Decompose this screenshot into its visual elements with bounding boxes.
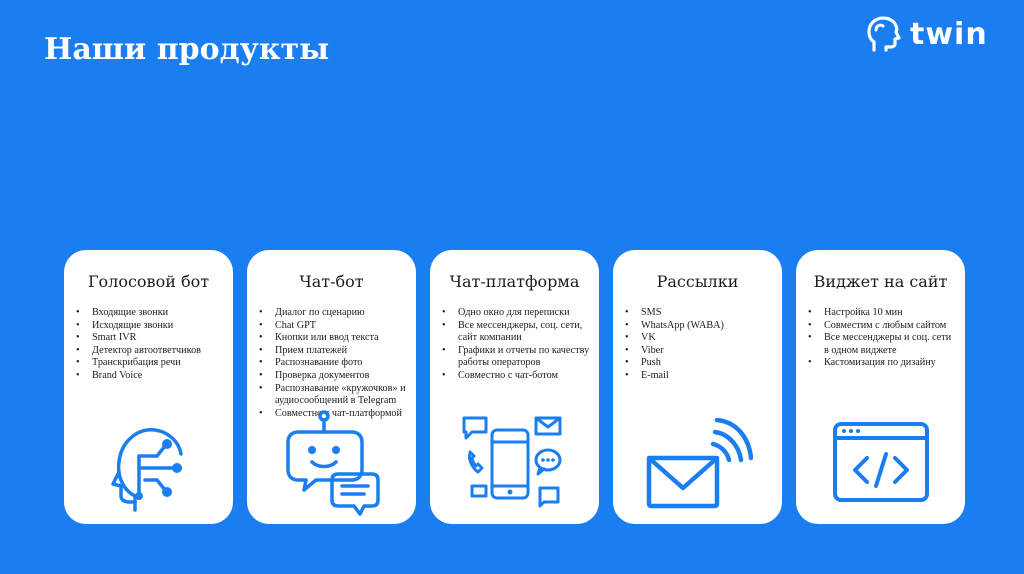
- list-item: • Все мессенджеры, соц. сети, сайт компании: [448, 320, 591, 345]
- feature-list: [247, 307, 416, 420]
- feature-list: [430, 307, 599, 383]
- list-item: • Smart IVR: [82, 332, 225, 345]
- list-item: • Совместим с любым сайтом: [814, 320, 957, 333]
- card-title: Чат-бот: [299, 272, 364, 291]
- card-title: Рассылки: [656, 272, 739, 291]
- list-item: • Транскрибация речи: [82, 357, 225, 370]
- list-item: • Детектор автоответчиков: [82, 345, 225, 358]
- card-title: Голосовой бот: [87, 272, 210, 291]
- slide-title: Наши продукты: [44, 32, 330, 67]
- list-item: • SMS: [631, 307, 774, 320]
- list-item: • Кастомизация по дизайну: [814, 357, 957, 370]
- envelope-wifi-icon: [643, 418, 753, 518]
- card-chat-platform: [430, 250, 599, 524]
- feature-list: [64, 307, 233, 383]
- list-item: • Кнопки или ввод текста: [265, 332, 408, 345]
- card-website-widget: [796, 250, 965, 524]
- twin-head-icon: [862, 14, 902, 54]
- list-item: • Прием платежей: [265, 345, 408, 358]
- list-item: • Графики и отчеты по качеству работы операторов: [448, 345, 591, 370]
- card-mailings: [613, 250, 782, 524]
- list-item: • Исходящие звонки: [82, 320, 225, 333]
- browser-code-icon: [831, 420, 931, 504]
- list-item: • Распознавание «кружочков» и аудиосообщений в Telegram: [265, 383, 408, 408]
- list-item: • Совместно с чат-ботом: [448, 370, 591, 383]
- list-item: • VK: [631, 332, 774, 345]
- list-item: • Push: [631, 357, 774, 370]
- list-item: • Настройка 10 мин: [814, 307, 957, 320]
- twin-logo: [862, 14, 988, 54]
- product-cards: [64, 250, 965, 524]
- list-item: • Brand Voice: [82, 370, 225, 383]
- card-title: Виджет на сайт: [813, 272, 948, 291]
- head-network-icon: [109, 416, 189, 516]
- logo-text: twin: [910, 16, 988, 52]
- list-item: • Распознавание фото: [265, 357, 408, 370]
- phone-messages-icon: [460, 414, 570, 518]
- feature-list: [613, 307, 782, 383]
- list-item: • Проверка документов: [265, 370, 408, 383]
- card-chat-bot: [247, 250, 416, 524]
- list-item: • Chat GPT: [265, 320, 408, 333]
- feature-list: [796, 307, 965, 370]
- list-item: • E-mail: [631, 370, 774, 383]
- list-item: • Совместно с чат-платформой: [265, 408, 408, 421]
- list-item: • Одно окно для переписки: [448, 307, 591, 320]
- list-item: • Входящие звонки: [82, 307, 225, 320]
- list-item: • Все мессенджеры и соц. сети в одном виджете: [814, 332, 957, 357]
- list-item: • Диалог по сценарию: [265, 307, 408, 320]
- chat-bot-icon: [282, 410, 382, 520]
- list-item: • Viber: [631, 345, 774, 358]
- card-voice-bot: [64, 250, 233, 524]
- card-title: Чат-платформа: [449, 272, 580, 291]
- list-item: • WhatsApp (WABA): [631, 320, 774, 333]
